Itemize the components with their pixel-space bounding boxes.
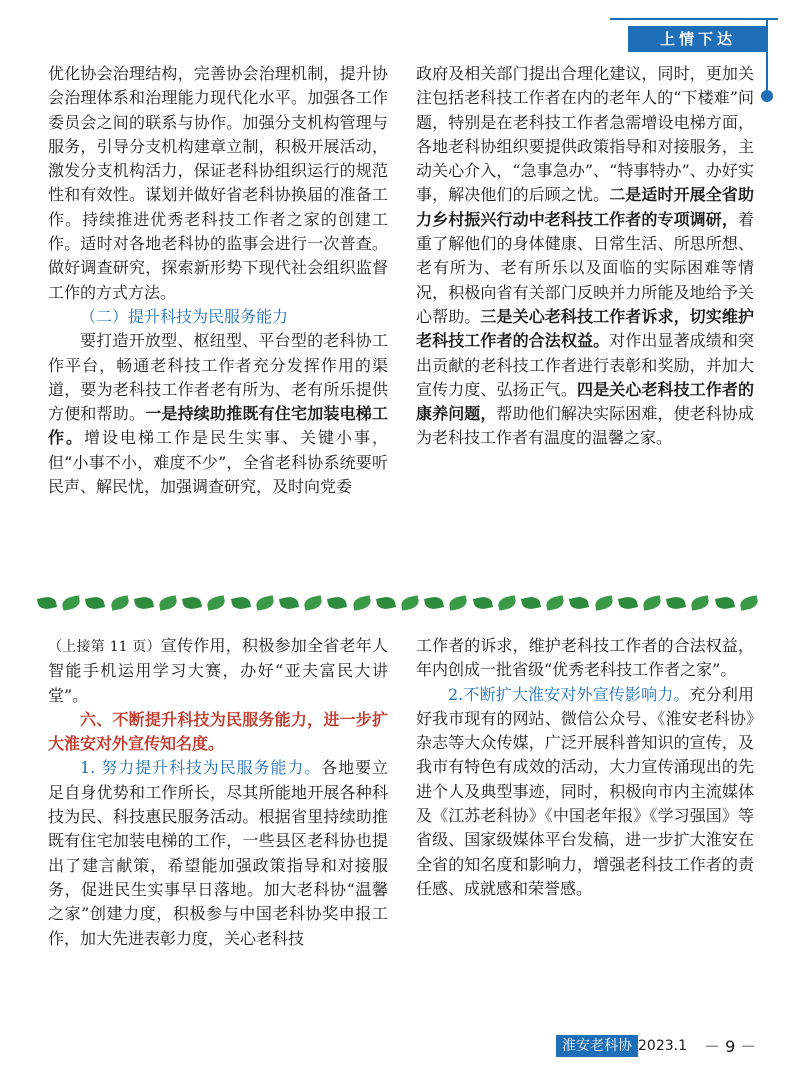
leaf-icon xyxy=(569,595,589,610)
leaf-icon xyxy=(376,595,396,610)
header-rule xyxy=(610,18,778,20)
leaf-icon xyxy=(182,595,202,610)
leaf-icon xyxy=(279,595,299,610)
leaf-icon xyxy=(545,595,565,610)
magazine-name: 淮安老科协 xyxy=(556,1035,638,1057)
leaf-icon xyxy=(497,595,517,610)
leaf-icon xyxy=(448,595,468,610)
paragraph: （上接第 11 页）宣传作用，积极参加全省老年人智能手机运用学习大赛，办好“亚夫富民大讲堂”。 xyxy=(48,636,388,705)
continuation-note: （上接第 11 页） xyxy=(48,639,161,655)
leaf-icon xyxy=(666,595,686,610)
leaf-icon xyxy=(424,595,444,610)
leaf-icon xyxy=(37,595,57,610)
paragraph: 优化协会治理结构，完善协会治理机制，提升协会治理体系和治理能力现代化水平。加强各工作委员会之间的联系与协作。加强分支机构管理与服务，引导分支机构建章立制，积极开展活动，激发分支机构活力，保证老科协组织运行的规范性和有效性。谋划并做好省老科协换届的准备工作。持续推进优秀老科技工作者之家的创建工作。适时对各地老科协的监事会进行一次普查。做好调查研究，探索新形势下现代社会组织监督工作的方式方法。 xyxy=(48,64,388,302)
paragraph: 要打造开放型、枢纽型、平台型的老科协工作平台，畅通老科技工作者充分发挥作用的渠道，要为老科技工作者老有所为、老有所乐提供方便和帮助。一是持续助推既有住宅加装电梯工作。增设电梯工作是民生实事、关键小事，但“小事不小，难度不少”，全省老科协系统要听民声、解民忧，加强调查研究，及时向党委 xyxy=(48,331,388,497)
paragraph: 工作者的诉求，维护老科技工作者的合法权益，年内创成一批省级“优秀老科技工作者之家”。 xyxy=(416,636,754,680)
leaf-icon xyxy=(327,595,347,610)
leaf-icon xyxy=(206,595,226,610)
subheading: 1. 努力提升科技为民服务能力。 xyxy=(80,758,322,778)
paragraph: 政府及相关部门提出合理化建议，同时，更加关注包括老科技工作者在内的老年人的“下楼难”问题，特别是在老科技工作者急需增设电梯方面，各地老科协组织要提供政策指导和对接服务，主动关心介入，“急事急办”、“特事特办”、办好实事，解决他们的后顾之忧。二是适时开展全省助力乡村振兴行动中老科技工作者的专项调研，着重了解他们的身体健康、日常生活、所思所想、老有所为、老有所乐以及面临的实际困难等情况，积极向省有关部门反映并力所能及地给予关心帮助。三是关心老科技工作者诉求，切实维护老科技工作者的合法权益。对作出显著成绩和突出贡献的老科技工作者进行表彰和奖励，并加大宣传力度、弘扬正气。四是关心老科技工作者的康养问题，帮助他们解决实际困难，使老科协成为老科技工作者有温度的温馨之家。 xyxy=(416,64,754,448)
subheading: （二）提升科技为民服务能力 xyxy=(80,306,289,326)
leaf-divider xyxy=(38,594,758,612)
leaf-icon xyxy=(473,595,493,610)
header-dot-icon xyxy=(761,90,773,102)
leaf-icon xyxy=(231,595,251,610)
leaf-icon xyxy=(61,595,81,610)
leaf-icon xyxy=(618,595,638,610)
leaf-icon xyxy=(85,595,105,610)
leaf-icon xyxy=(594,595,614,610)
bold-lead: 三是关心老科技工作者诉求，切实维护老科技工作者的合法权益。 xyxy=(416,306,754,351)
leaf-icon xyxy=(521,595,541,610)
paragraph: 1. 努力提升科技为民服务能力。各地要立足自身优势和工作所长，尽其所能地开展各种科技为民、科技惠民服务活动。根据省里持续助推既有住宅加装电梯的工作，一些县区老科协也提出了建言献策，希望能加强政策指导和对接服务，促进民生实事早日落地。加大老科协“温馨之家”创建力度，积极参与中国老科协奖申报工作，加大先进表彰力度，关心老科技 xyxy=(48,758,388,948)
leaf-icon xyxy=(739,595,759,610)
subheading: 2.不断扩大淮安对外宣传影响力。 xyxy=(448,684,690,704)
section-tab: 上情下达 xyxy=(628,26,768,52)
bold-lead: 四是关心老科技工作者的康养问题， xyxy=(416,379,754,424)
leaf-icon xyxy=(303,595,323,610)
bold-lead: 二是适时开展全省助力乡村振兴行动中老科技工作者的专项调研， xyxy=(416,185,754,229)
page-number: － 9 － xyxy=(704,1037,757,1056)
leaf-icon xyxy=(642,595,662,610)
leaf-icon xyxy=(110,595,130,610)
bottom-right-column xyxy=(416,634,754,901)
top-left-column xyxy=(48,62,388,499)
top-right-column xyxy=(416,62,754,451)
leaf-icon xyxy=(134,595,154,610)
section-heading: 六、不断提升科技为民服务能力，进一步扩大淮安对外宣传知名度。 xyxy=(48,709,388,754)
issue-number: 2023.1 xyxy=(638,1038,687,1054)
leaf-icon xyxy=(715,595,735,610)
leaf-icon xyxy=(400,595,420,610)
paragraph: 2.不断扩大淮安对外宣传影响力。充分利用好我市现有的网站、微信公众号、《淮安老科协》杂志等大众传媒，广泛开展科普知识的宣传，及我市有特色有成效的活动，大力宣传涌现出的先进个人及典型事迹，同时，积极向市内主流媒体及《江苏老科协》《中国老年报》《学习强国》等省级、国家级媒体平台发稿，进一步扩大淮安在全省的知名度和影响力，增强老科技工作者的责任感、成就感和荣誉感。 xyxy=(416,684,754,898)
bold-lead: 一是持续助推既有住宅加装电梯工作。 xyxy=(48,404,388,448)
bottom-left-column xyxy=(48,634,388,951)
leaf-icon xyxy=(352,595,372,610)
leaf-icon xyxy=(255,595,275,610)
leaf-icon xyxy=(158,595,178,610)
leaf-icon xyxy=(690,595,710,610)
